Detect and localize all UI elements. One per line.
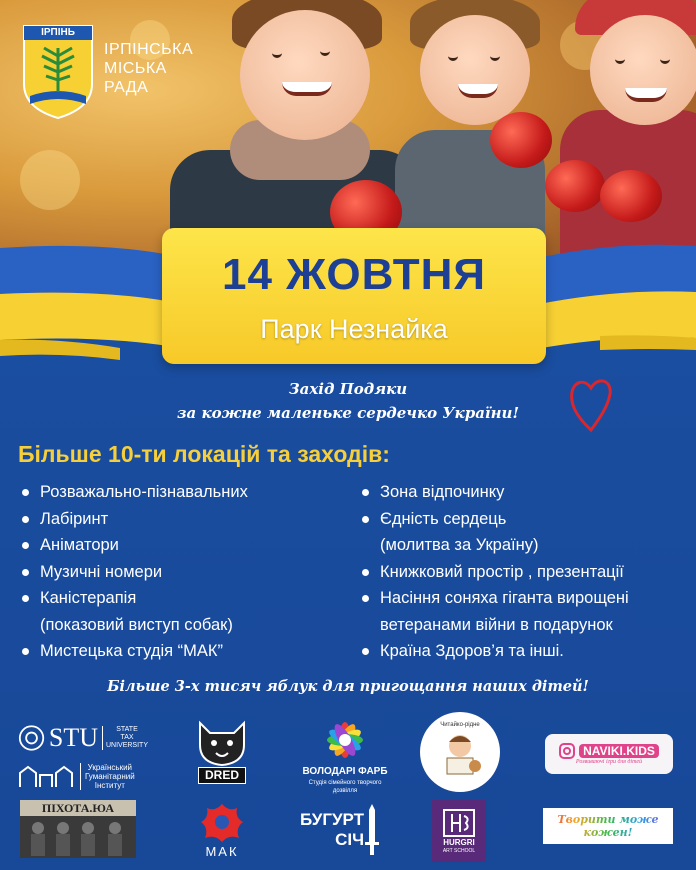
flower-icon: [320, 715, 370, 765]
city-name-line: РАДА: [104, 79, 149, 96]
boy-with-book-icon: [435, 728, 485, 778]
hurgri-emblem-icon: [442, 808, 476, 838]
city-name-line: МІСЬКА: [104, 60, 167, 77]
list-item: Каністерапія: [22, 585, 248, 612]
paint-splash-icon: [199, 802, 245, 844]
list-item: Книжковий простір , презентації: [362, 559, 629, 586]
mak-label: МАК: [205, 843, 239, 859]
list-item: Країна Здоров’я та інші.: [362, 638, 629, 665]
list-item: Єдність сердець: [362, 506, 629, 533]
event-place: Парк Незнайка: [260, 314, 448, 344]
event-date-box: [162, 228, 546, 364]
tvoryty-logo: [543, 808, 673, 844]
navik-label: NAVIKI.KIDS: [579, 744, 659, 758]
event-subtitle-line2: за кожне маленьке сердечко України!: [176, 404, 520, 422]
list-item: Музичні номери: [22, 559, 248, 586]
city-name-line: ІРПІНСЬКА: [104, 41, 194, 58]
event-date: 14 ЖОВТНЯ: [222, 250, 486, 299]
list-item: Розважально-пізнавальних: [22, 479, 248, 506]
dred-label: DRED: [198, 767, 246, 784]
shield-label: ІРПІНЬ: [41, 27, 75, 38]
list-item: (молитва за Україну): [380, 536, 539, 554]
ugi-line: Гуманітарний: [85, 771, 135, 781]
city-council-name: [104, 40, 193, 97]
volodari-farb-logo: [290, 712, 400, 798]
hurgri-sub: ART SCHOOL: [442, 847, 476, 854]
stu-line: UNIVERSITY: [105, 742, 148, 749]
ugi-logo: [18, 760, 158, 792]
stu-emblem-icon: [18, 723, 47, 753]
dred-logo: [184, 718, 260, 784]
list-item: Насіння соняха гіганта вирощені: [362, 585, 629, 612]
list-item: Мистецька студія “МАК”: [22, 638, 248, 665]
city-council-logo: [22, 24, 193, 120]
list-item: Лабіринт: [22, 506, 248, 533]
program-list-left: [22, 479, 248, 665]
hurgri-label: HURGRI: [443, 837, 475, 847]
navik-sub: Розвиваючі ігри для дітей: [575, 759, 643, 765]
apple-icon: [490, 112, 552, 168]
tvoryty-label: Творити може кожен!: [543, 813, 673, 839]
ugi-line: Інститут: [94, 780, 125, 790]
stu-line: TAX: [120, 734, 134, 741]
sword-icon: [364, 802, 380, 858]
irpin-coat-of-arms-icon: [22, 24, 94, 120]
ugi-line: Український: [87, 762, 133, 772]
buhurt-line1: БУГУРТ: [299, 810, 365, 829]
dog-head-icon: [194, 719, 250, 767]
mak-logo: [192, 798, 252, 862]
ugi-emblem-icon: [18, 763, 76, 789]
stu-abbr: STU: [48, 723, 98, 752]
event-subtitle-line1: Захід Подяки: [288, 380, 408, 398]
reading-label: Читайко-рідне: [440, 722, 480, 728]
program-heading: Більше 10-ти локацій та заходів:: [18, 441, 390, 467]
list-item: (показовий виступ собак): [40, 615, 233, 634]
navik-kids-logo: [545, 734, 673, 774]
heart-icon: [566, 372, 616, 434]
program-list-right: [362, 479, 629, 665]
list-item: Аніматори: [22, 532, 248, 559]
list-item: ветеранами війни в подарунок: [380, 615, 613, 634]
stu-line: STATE: [116, 726, 138, 733]
apple-icon: [545, 160, 605, 212]
reading-logo: [420, 712, 500, 792]
buhurt-sich-logo: [290, 800, 390, 860]
volodari-sub: Студія сімейного творчого дозвілля: [308, 780, 382, 794]
list-item: Зона відпочинку: [362, 479, 629, 506]
apples-note: Більше 3-х тисяч яблук для пригощання наших дітей!: [107, 678, 589, 695]
stu-logo: [18, 722, 148, 754]
instagram-icon: [559, 743, 575, 759]
buhurt-line2: СІЧ: [335, 830, 365, 849]
pikhota-logo: [20, 800, 136, 858]
band-photo: [23, 816, 133, 856]
pikhota-label: ПІХОТА.ЮА: [20, 800, 136, 816]
volodari-name: ВОЛОДАРІ ФАРБ: [302, 766, 388, 777]
hurgri-logo: [432, 800, 486, 862]
